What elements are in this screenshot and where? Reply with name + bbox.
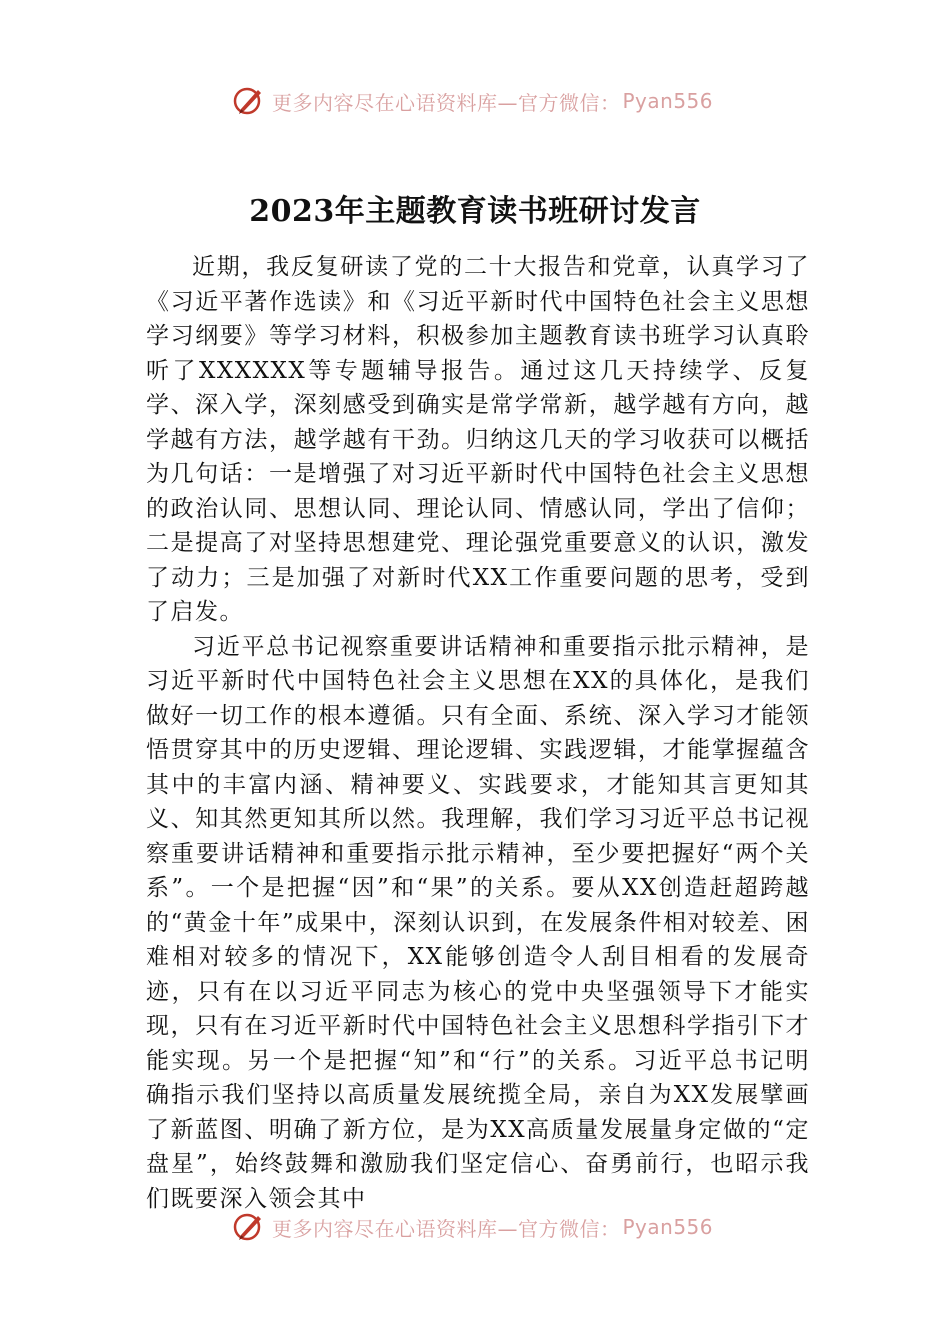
watermark-text: 更多内容尽在心语资料库—官方微信： [272, 90, 621, 115]
paragraph-1: 近期，我反复研读了党的二十大报告和党章，认真学习了《习近平著作选读》和《习近平新时代中国特色社会主义思想学习纲要》等学习材料，积极参加主题教育读书班学习认真聆听了XXXXXX等专题辅导报告。通过这几天持续学、反复学、深入学，深刻感受到确实是常学常新，越学越有方向，越学越有方法，越学越有干劲。归纳这几天的学习收获可以概括为几句话：一是增强了对习近平新时代中国特色社会主义思想的政治认同、思想认同、理论认同、情感认同，学出了信仰；二是提高了对坚持思想建党、理论强党重要意义的认识，激发了动力；三是加强了对新时代XX工作重要问题的思考，受到了启发。 [146, 254, 810, 625]
watermark-text: 更多内容尽在心语资料库—官方微信： [272, 1216, 621, 1241]
document-title: 2023年主题教育读书班研讨发言 [249, 194, 701, 229]
watermark-contact: Pyan556 [622, 1215, 714, 1239]
document-body [146, 250, 810, 1216]
pen-logo-icon [232, 1210, 266, 1244]
watermark-footer [232, 1210, 713, 1244]
paragraph-2: 习近平总书记视察重要讲话精神和重要指示批示精神，是习近平新时代中国特色社会主义思想在XX的具体化，是我们做好一切工作的根本遵循。只有全面、系统、深入学习才能领悟贯穿其中的历史逻辑、理论逻辑、实践逻辑，才能掌握蕴含其中的丰富内涵、精神要义、实践要求，才能知其言更知其义、知其然更知其所以然。我理解，我们学习习近平总书记视察重要讲话精神和重要指示批示精神，至少要把握好“两个关系”。一个是把握“因”和“果”的关系。要从XX创造赶超跨越的“黄金十年”成果中，深刻认识到，在发展条件相对较差、困难相对较多的情况下，XX能够创造令人刮目相看的发展奇迹，只有在以习近平同志为核心的党中央坚强领导下才能实现，只有在习近平新时代中国特色社会主义思想科学指引下才能实现。另一个是把握“知”和“行”的关系。习近平总书记明确指示我们坚持以高质量发展统揽全局，亲自为XX发展擘画了新蓝图、明确了新方位，是为XX高质量发展量身定做的“定盘星”，始终鼓舞和激励我们坚定信心、奋勇前行，也昭示我们既要深入领会其中 [146, 633, 810, 1212]
watermark-header [232, 84, 713, 118]
pen-logo-icon [232, 84, 266, 118]
watermark-contact: Pyan556 [622, 89, 714, 113]
